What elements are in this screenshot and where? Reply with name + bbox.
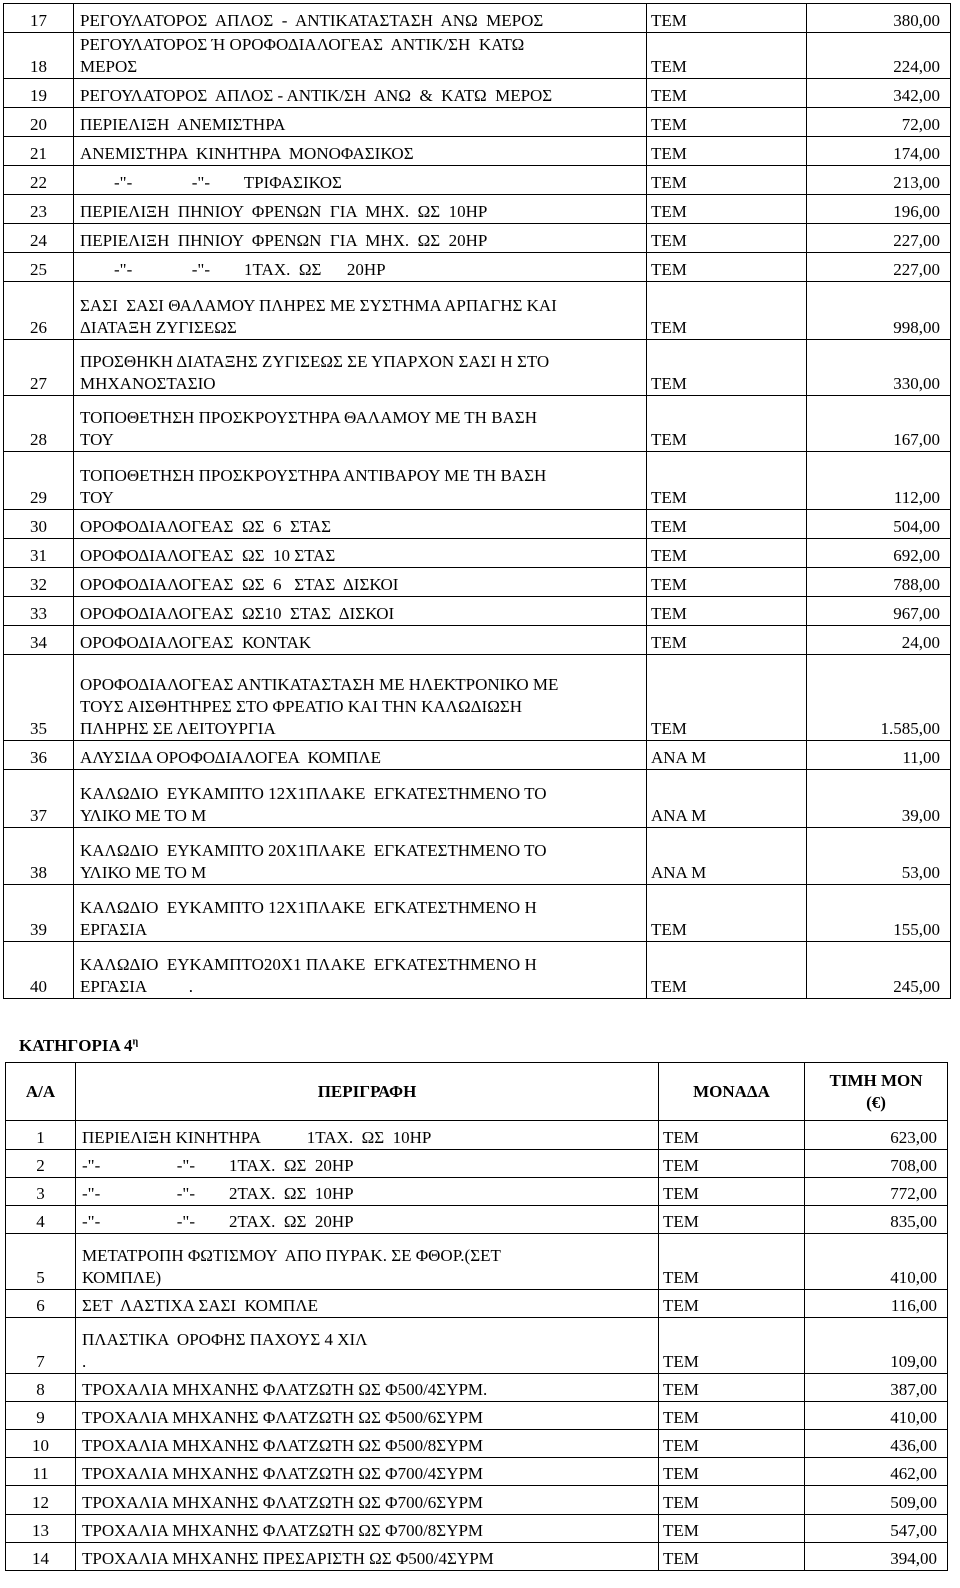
table-row	[4, 253, 951, 282]
row-description: ΡΕΓΟΥΛΑΤΟΡΟΣ Ή ΟΡΟΦΟΔΙΑΛΟΓΕΑΣ ΑΝΤΙΚ/ΣΗ ΚΑΤΩ ΜΕΡΟΣ	[74, 33, 647, 79]
row-price: 24,00	[807, 626, 951, 655]
row-description: ΚΑΛΩΔΙΟ ΕΥΚΑΜΠΤΟ20Χ1 ΠΛΑΚΕ ΕΓΚΑΤΕΣΤΗΜΕΝΟ Η ΕΡΓΑΣΙΑ .	[74, 942, 647, 999]
row-unit: ΤΕΜ	[647, 597, 807, 626]
row-number: 40	[4, 942, 74, 999]
table-row	[6, 1290, 948, 1318]
row-number: 25	[4, 253, 74, 282]
row-unit: ΤΕΜ	[647, 655, 807, 741]
row-unit: ΤΕΜ	[647, 626, 807, 655]
row-price: 708,00	[805, 1150, 948, 1178]
row-price: 155,00	[807, 885, 951, 942]
row-unit: ΤΕΜ	[659, 1206, 805, 1234]
table-row	[6, 1121, 948, 1150]
row-number: 23	[4, 195, 74, 224]
row-unit: ΤΕΜ	[659, 1515, 805, 1543]
row-description: ΚΑΛΩΔΙΟ ΕΥΚΑΜΠΤΟ 20Χ1ΠΛΑΚΕ ΕΓΚΑΤΕΣΤΗΜΕΝΟ ΤΟ ΥΛΙΚΟ ΜΕ ΤΟ Μ	[74, 828, 647, 885]
table-row	[4, 224, 951, 253]
row-description: -"- -"- 2ΤΑΧ. ΩΣ 20ΗΡ	[76, 1206, 659, 1234]
table-row	[6, 1178, 948, 1206]
table-row	[4, 79, 951, 108]
row-unit: ΑΝΑ Μ	[647, 741, 807, 770]
row-unit: ΤΕΜ	[647, 885, 807, 942]
row-description: ΤΡΟΧΑΛΙΑ ΜΗΧΑΝΗΣ ΦΛΑΤΖΩΤΗ ΩΣ Φ500/6ΣΥΡΜ	[76, 1402, 659, 1430]
row-description: -"- -"- ΤΡΙΦΑΣΙΚΟΣ	[74, 166, 647, 195]
row-description: ΑΝΕΜΙΣΤΗΡΑ ΚΙΝΗΤΗΡΑ ΜΟΝΟΦΑΣΙΚΟΣ	[74, 137, 647, 166]
row-number: 35	[4, 655, 74, 741]
row-price: 116,00	[805, 1290, 948, 1318]
row-price: 227,00	[807, 224, 951, 253]
header-number: Α/Α	[6, 1063, 76, 1121]
row-unit: ΤΕΜ	[647, 539, 807, 568]
row-number: 19	[4, 79, 74, 108]
row-unit: ΤΕΜ	[647, 340, 807, 396]
row-number: 27	[4, 340, 74, 396]
table-header-row	[6, 1063, 948, 1121]
row-number: 10	[6, 1430, 76, 1458]
row-unit: ΤΕΜ	[659, 1458, 805, 1486]
row-price: 167,00	[807, 396, 951, 452]
category-heading: ΚΑΤΗΓΟΡΙΑ $4^\eta$	[19, 1036, 139, 1055]
row-unit: ΤΕΜ	[647, 108, 807, 137]
table-row	[6, 1206, 948, 1234]
row-unit: ΤΕΜ	[659, 1178, 805, 1206]
row-unit: ΤΕΜ	[659, 1486, 805, 1515]
table-row	[4, 33, 951, 79]
row-price: 509,00	[805, 1486, 948, 1515]
row-number: 17	[4, 4, 74, 33]
row-price: 623,00	[805, 1121, 948, 1150]
row-number: 39	[4, 885, 74, 942]
row-number: 18	[4, 33, 74, 79]
row-description: ΤΟΠΟΘΕΤΗΣΗ ΠΡΟΣΚΡΟΥΣΤΗΡΑ ΘΑΛΑΜΟΥ ΜΕ ΤΗ ΒΑΣΗ ΤΟΥ	[74, 396, 647, 452]
row-unit: ΤΕΜ	[647, 282, 807, 340]
row-number: 33	[4, 597, 74, 626]
header-description: ΠΕΡΙΓΡΑΦΗ	[76, 1063, 659, 1121]
row-unit: ΤΕΜ	[647, 4, 807, 33]
row-description: ΤΡΟΧΑΛΙΑ ΜΗΧΑΝΗΣ ΦΛΑΤΖΩΤΗ ΩΣ Φ700/6ΣΥΡΜ	[76, 1486, 659, 1515]
row-description: ΠΕΡΙΕΛΙΞΗ ΠΗΝΙΟΥ ΦΡΕΝΩΝ ΓΙΑ ΜΗΧ. ΩΣ 10ΗΡ	[74, 195, 647, 224]
row-number: 34	[4, 626, 74, 655]
row-unit: ΤΕΜ	[659, 1374, 805, 1402]
row-description: ΤΟΠΟΘΕΤΗΣΗ ΠΡΟΣΚΡΟΥΣΤΗΡΑ ΑΝΤΙΒΑΡΟΥ ΜΕ ΤΗ ΒΑΣΗ ΤΟΥ	[74, 452, 647, 510]
row-unit: ΤΕΜ	[659, 1402, 805, 1430]
row-description: ΠΕΡΙΕΛΙΞΗ ΚΙΝΗΤΗΡΑ 1ΤΑΧ. ΩΣ 10ΗΡ	[76, 1121, 659, 1150]
row-price: 11,00	[807, 741, 951, 770]
table-row	[4, 137, 951, 166]
row-description: ΠΛΑΣΤΙΚΑ ΟΡΟΦΗΣ ΠΑΧΟΥΣ 4 ΧΙΛ .	[76, 1318, 659, 1374]
row-number: 8	[6, 1374, 76, 1402]
row-unit: ΤΕΜ	[647, 137, 807, 166]
row-unit: ΤΕΜ	[659, 1543, 805, 1571]
row-price: 53,00	[807, 828, 951, 885]
row-price: 967,00	[807, 597, 951, 626]
row-unit: ΤΕΜ	[659, 1430, 805, 1458]
row-price: 462,00	[805, 1458, 948, 1486]
table-row	[4, 626, 951, 655]
row-unit: ΑΝΑ Μ	[647, 828, 807, 885]
row-price: 112,00	[807, 452, 951, 510]
row-price: 245,00	[807, 942, 951, 999]
row-number: 26	[4, 282, 74, 340]
row-unit: ΤΕΜ	[647, 396, 807, 452]
row-number: 9	[6, 1402, 76, 1430]
table-row	[4, 195, 951, 224]
row-number: 21	[4, 137, 74, 166]
row-unit: ΤΕΜ	[647, 510, 807, 539]
category-4-price-table	[5, 1062, 948, 1571]
row-description: ΟΡΟΦΟΔΙΑΛΟΓΕΑΣ ΚΟΝΤΑΚ	[74, 626, 647, 655]
row-description: ΟΡΟΦΟΔΙΑΛΟΓΕΑΣ ΩΣ10 ΣΤΑΣ ΔΙΣΚΟΙ	[74, 597, 647, 626]
row-number: 6	[6, 1290, 76, 1318]
row-price: 394,00	[805, 1543, 948, 1571]
price-table-continued	[3, 3, 951, 999]
row-price: 788,00	[807, 568, 951, 597]
row-price: 835,00	[805, 1206, 948, 1234]
row-unit: ΑΝΑ Μ	[647, 770, 807, 828]
row-description: ΟΡΟΦΟΔΙΑΛΟΓΕΑΣ ΩΣ 6 ΣΤΑΣ	[74, 510, 647, 539]
row-description: ΜΕΤΑΤΡΟΠΗ ΦΩΤΙΣΜΟΥ ΑΠΟ ΠΥΡΑΚ. ΣΕ ΦΘΟΡ.(ΣΕΤ ΚΟΜΠΛΕ)	[76, 1234, 659, 1290]
row-number: 1	[6, 1121, 76, 1150]
table-row	[6, 1486, 948, 1515]
row-description: ΣΑΣΙ ΣΑΣΙ ΘΑΛΑΜΟΥ ΠΛΗΡΕΣ ΜΕ ΣΥΣΤΗΜΑ ΑΡΠΑΓΗΣ ΚΑΙ ΔΙΑΤΑΞΗ ΖΥΓΙΣΕΩΣ	[74, 282, 647, 340]
table-row	[4, 741, 951, 770]
row-price: 772,00	[805, 1178, 948, 1206]
table-row	[4, 108, 951, 137]
table-row	[4, 942, 951, 999]
header-unit: ΜΟΝΑΔΑ	[659, 1063, 805, 1121]
row-unit: ΤΕΜ	[647, 224, 807, 253]
row-price: 330,00	[807, 340, 951, 396]
row-price: 410,00	[805, 1234, 948, 1290]
row-number: 7	[6, 1318, 76, 1374]
row-unit: ΤΕΜ	[659, 1234, 805, 1290]
table-row	[4, 885, 951, 942]
row-unit: ΤΕΜ	[659, 1290, 805, 1318]
row-number: 32	[4, 568, 74, 597]
row-price: 504,00	[807, 510, 951, 539]
row-number: 12	[6, 1486, 76, 1515]
table-row	[4, 770, 951, 828]
table-row	[6, 1458, 948, 1486]
table-row	[6, 1150, 948, 1178]
table-row	[4, 655, 951, 741]
row-unit: ΤΕΜ	[659, 1121, 805, 1150]
row-description: -"- -"- 2ΤΑΧ. ΩΣ 10ΗΡ	[76, 1178, 659, 1206]
row-price: 998,00	[807, 282, 951, 340]
row-description: -"- -"- 1ΤΑΧ. ΩΣ 20ΗΡ	[76, 1150, 659, 1178]
table-row	[4, 510, 951, 539]
row-description: ΚΑΛΩΔΙΟ ΕΥΚΑΜΠΤΟ 12Χ1ΠΛΑΚΕ ΕΓΚΑΤΕΣΤΗΜΕΝΟ Η ΕΡΓΑΣΙΑ	[74, 885, 647, 942]
table-row	[4, 568, 951, 597]
price-table-body	[4, 4, 951, 999]
row-description: ΚΑΛΩΔΙΟ ΕΥΚΑΜΠΤΟ 12Χ1ΠΛΑΚΕ ΕΓΚΑΤΕΣΤΗΜΕΝΟ ΤΟ ΥΛΙΚΟ ΜΕ ΤΟ Μ	[74, 770, 647, 828]
row-description: ΣΕΤ ΛΑΣΤΙΧΑ ΣΑΣΙ ΚΟΜΠΛΕ	[76, 1290, 659, 1318]
row-price: 342,00	[807, 79, 951, 108]
table-row	[4, 452, 951, 510]
row-number: 24	[4, 224, 74, 253]
row-number: 30	[4, 510, 74, 539]
row-description: ΠΕΡΙΕΛΙΞΗ ΠΗΝΙΟΥ ΦΡΕΝΩΝ ΓΙΑ ΜΗΧ. ΩΣ 20ΗΡ	[74, 224, 647, 253]
row-description: ΤΡΟΧΑΛΙΑ ΜΗΧΑΝΗΣ ΦΛΑΤΖΩΤΗ ΩΣ Φ700/4ΣΥΡΜ	[76, 1458, 659, 1486]
row-price: 547,00	[805, 1515, 948, 1543]
table-row	[4, 597, 951, 626]
table-row	[4, 828, 951, 885]
row-price: 196,00	[807, 195, 951, 224]
row-description: ΤΡΟΧΑΛΙΑ ΜΗΧΑΝΗΣ ΦΛΑΤΖΩΤΗ ΩΣ Φ500/4ΣΥΡΜ.	[76, 1374, 659, 1402]
table-row	[6, 1234, 948, 1290]
row-description: ΡΕΓΟΥΛΑΤΟΡΟΣ ΑΠΛΟΣ - ΑΝΤΙΚ/ΣΗ ΑΝΩ & ΚΑΤΩ ΜΕΡΟΣ	[74, 79, 647, 108]
row-number: 13	[6, 1515, 76, 1543]
table-row	[4, 4, 951, 33]
row-price: 1.585,00	[807, 655, 951, 741]
row-price: 692,00	[807, 539, 951, 568]
table-row	[6, 1515, 948, 1543]
row-number: 28	[4, 396, 74, 452]
row-price: 72,00	[807, 108, 951, 137]
row-unit: ΤΕΜ	[659, 1318, 805, 1374]
row-number: 37	[4, 770, 74, 828]
row-unit: ΤΕΜ	[647, 253, 807, 282]
row-number: 4	[6, 1206, 76, 1234]
row-unit: ΤΕΜ	[647, 195, 807, 224]
row-number: 5	[6, 1234, 76, 1290]
row-number: 36	[4, 741, 74, 770]
table-row	[4, 340, 951, 396]
row-unit: ΤΕΜ	[647, 452, 807, 510]
row-price: 213,00	[807, 166, 951, 195]
header-unit-price: ΤΙΜΗ ΜΟΝ (€)	[805, 1063, 948, 1121]
row-price: 109,00	[805, 1318, 948, 1374]
row-price: 380,00	[807, 4, 951, 33]
row-number: 20	[4, 108, 74, 137]
category-superscript: η	[132, 1036, 139, 1048]
table-row	[4, 282, 951, 340]
row-description: ΡΕΓΟΥΛΑΤΟΡΟΣ ΑΠΛΟΣ - ΑΝΤΙΚΑΤΑΣΤΑΣΗ ΑΝΩ ΜΕΡΟΣ	[74, 4, 647, 33]
row-description: ΤΡΟΧΑΛΙΑ ΜΗΧΑΝΗΣ ΦΛΑΤΖΩΤΗ ΩΣ Φ700/8ΣΥΡΜ	[76, 1515, 659, 1543]
row-number: 2	[6, 1150, 76, 1178]
row-price: 174,00	[807, 137, 951, 166]
row-description: ΠΕΡΙΕΛΙΞΗ ΑΝΕΜΙΣΤΗΡΑ	[74, 108, 647, 137]
row-price: 39,00	[807, 770, 951, 828]
row-description: ΟΡΟΦΟΔΙΑΛΟΓΕΑΣ ΩΣ 6 ΣΤΑΣ ΔΙΣΚΟΙ	[74, 568, 647, 597]
table-row	[6, 1374, 948, 1402]
table-row	[6, 1402, 948, 1430]
row-unit: ΤΕΜ	[659, 1150, 805, 1178]
row-unit: ΤΕΜ	[647, 79, 807, 108]
row-number: 22	[4, 166, 74, 195]
row-description: ΟΡΟΦΟΔΙΑΛΟΓΕΑΣ ΩΣ 10 ΣΤΑΣ	[74, 539, 647, 568]
row-unit: ΤΕΜ	[647, 166, 807, 195]
table-row	[4, 166, 951, 195]
row-number: 38	[4, 828, 74, 885]
row-price: 227,00	[807, 253, 951, 282]
row-number: 31	[4, 539, 74, 568]
category-4-table-body	[6, 1121, 948, 1571]
row-description: -"- -"- 1ΤΑΧ. ΩΣ 20ΗΡ	[74, 253, 647, 282]
row-price: 410,00	[805, 1402, 948, 1430]
row-description: ΠΡΟΣΘΗΚΗ ΔΙΑΤΑΞΗΣ ΖΥΓΙΣΕΩΣ ΣΕ ΥΠΑΡΧΟΝ ΣΑΣΙ Η ΣΤΟ ΜΗΧΑΝΟΣΤΑΣΙΟ	[74, 340, 647, 396]
table-row	[6, 1318, 948, 1374]
row-description: ΑΛΥΣΙΔΑ ΟΡΟΦΟΔΙΑΛΟΓΕΑ ΚΟΜΠΛΕ	[74, 741, 647, 770]
row-number: 3	[6, 1178, 76, 1206]
table-row	[4, 539, 951, 568]
row-unit: ΤΕΜ	[647, 568, 807, 597]
row-number: 11	[6, 1458, 76, 1486]
row-description: ΤΡΟΧΑΛΙΑ ΜΗΧΑΝΗΣ ΦΛΑΤΖΩΤΗ ΩΣ Φ500/8ΣΥΡΜ	[76, 1430, 659, 1458]
table-row	[4, 396, 951, 452]
row-number: 29	[4, 452, 74, 510]
row-unit: ΤΕΜ	[647, 942, 807, 999]
row-unit: ΤΕΜ	[647, 33, 807, 79]
table-row	[6, 1430, 948, 1458]
row-price: 436,00	[805, 1430, 948, 1458]
table-row	[6, 1543, 948, 1571]
row-price: 387,00	[805, 1374, 948, 1402]
row-price: 224,00	[807, 33, 951, 79]
row-number: 14	[6, 1543, 76, 1571]
row-description: ΤΡΟΧΑΛΙΑ ΜΗΧΑΝΗΣ ΠΡΕΣΑΡΙΣΤΗ ΩΣ Φ500/4ΣΥΡΜ	[76, 1543, 659, 1571]
row-description: ΟΡΟΦΟΔΙΑΛΟΓΕΑΣ ΑΝΤΙΚΑΤΑΣΤΑΣΗ ΜΕ ΗΛΕΚΤΡΟΝΙΚΟ ΜΕ ΤΟΥΣ ΑΙΣΘΗΤΗΡΕΣ ΣΤΟ ΦΡΕΑΤΙΟ ΚΑΙ ΤΗΝ ΚΑΛΩΔΙΩΣΗ ΠΛΗΡΗΣ ΣΕ ΛΕΙΤΟΥΡΓΙΑ	[74, 655, 647, 741]
